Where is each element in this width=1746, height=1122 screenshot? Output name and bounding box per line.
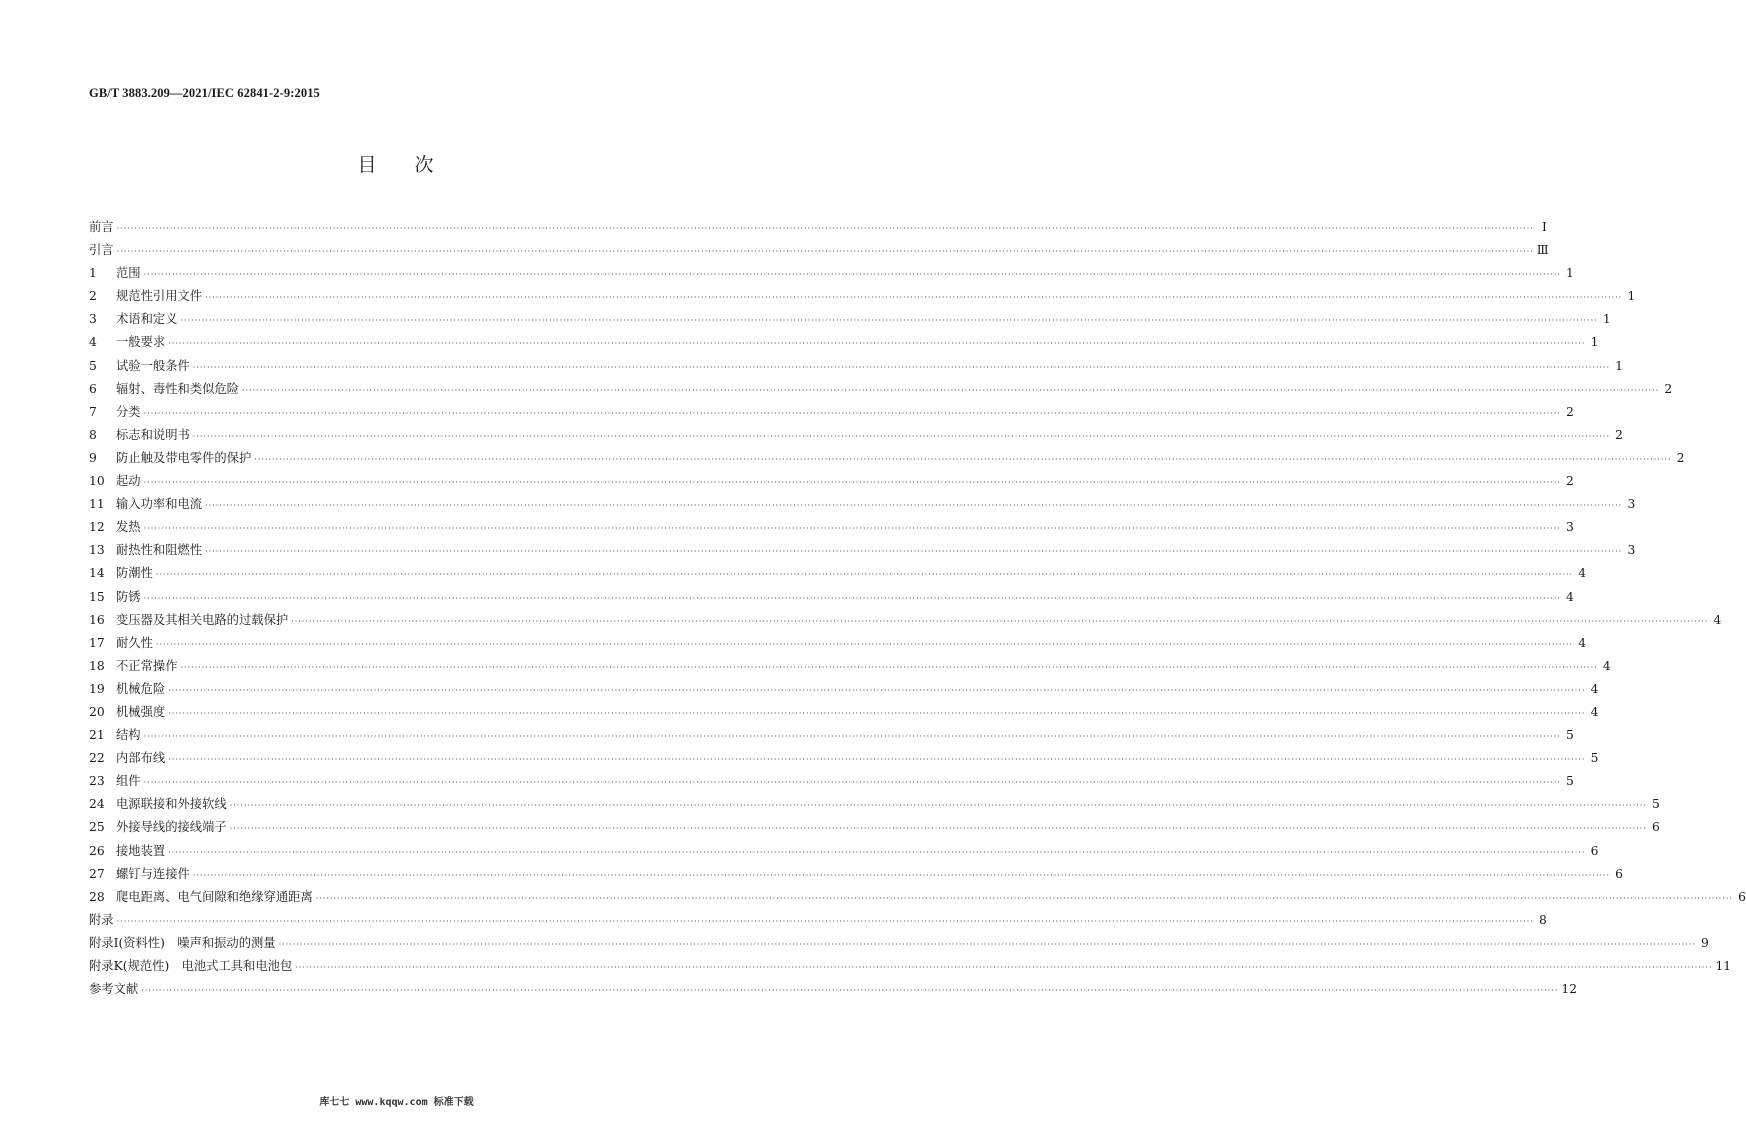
dot-leader: ················································································································································································································································································································································································································	[143, 270, 1561, 280]
toc-entry-page: 1	[1565, 266, 1574, 281]
dot-leader: ················································································································································································································································································································································································································	[116, 247, 1534, 257]
toc-entry-page: 3	[1627, 497, 1636, 512]
dot-leader: ················································································································································································································································································································································································································	[168, 755, 1586, 765]
toc-entry-label: 附录	[89, 912, 114, 927]
toc-entry-label: 变压器及其相关电路的过载保护	[116, 612, 289, 627]
toc-entry-page: Ⅰ	[1541, 220, 1547, 234]
toc-entry-number: 27	[89, 866, 105, 881]
dot-leader: ················································································································································································································································································································································································································	[143, 478, 1561, 488]
toc-entry-number: 2	[89, 289, 97, 304]
toc-entry-page: 5	[1652, 797, 1660, 812]
toc-entry-number: 21	[89, 728, 105, 743]
toc-entry-label: 螺钉与连接件	[116, 866, 190, 881]
toc-entry[interactable]	[89, 216, 1547, 239]
toc-entry-label: 防锈	[116, 589, 141, 604]
toc-entry[interactable]	[89, 401, 1574, 424]
toc-entry-page: 2	[1676, 450, 1685, 465]
toc-entry-page: 12	[1561, 982, 1578, 997]
toc-entry-page: 1	[1590, 335, 1599, 350]
toc-entry-number: 25	[89, 820, 105, 835]
dot-leader: ················································································································································································································································································································································································································	[192, 870, 1610, 880]
toc-entry-page: 6	[1652, 820, 1660, 835]
toc-entry-label: 爬电距离、电气间隙和绝缘穿通距离	[116, 889, 313, 904]
toc-entry-label: 机械强度	[116, 704, 166, 719]
toc-entry-number: 14	[89, 566, 105, 581]
toc-entry-label: 引言	[89, 243, 114, 258]
toc-entry[interactable]	[89, 470, 1574, 493]
page-title	[0, 150, 793, 177]
toc-entry-number: 19	[89, 681, 105, 696]
dot-leader: ················································································································································································································································································································································································································	[155, 570, 1574, 580]
toc-entry-number: 5	[89, 358, 97, 373]
toc-entry-page: 6	[1615, 866, 1623, 881]
dot-leader: ················································································································································································································································································································································································································	[116, 224, 1534, 233]
dot-leader: ················································································································································································································································································································································································································	[205, 293, 1623, 303]
toc-entry-label: 范围	[116, 266, 141, 281]
toc-entry-number: 13	[89, 543, 105, 558]
footer-watermark: 库七七 www.kqqw.com 标准下载	[319, 1097, 474, 1108]
toc-entry-number: 17	[89, 635, 105, 650]
toc-entry-page: 4	[1578, 635, 1587, 650]
toc-entry[interactable]	[89, 747, 1599, 770]
toc-entry-label: 不正常操作	[116, 658, 178, 673]
toc-entry-label: 机械危险	[116, 681, 166, 696]
toc-entry[interactable]	[89, 678, 1599, 701]
dot-leader: ················································································································································································································································································································································································································	[180, 662, 1598, 672]
toc-entry-page: 4	[1590, 681, 1599, 696]
toc-entry-label: 起动	[116, 474, 141, 489]
toc-entry-label: 规范性引用文件	[116, 289, 203, 304]
toc-entry[interactable]	[89, 262, 1574, 285]
toc-entry[interactable]	[89, 586, 1574, 609]
toc-entry-label: 发热	[116, 520, 141, 535]
toc-entry-page: 5	[1565, 774, 1574, 789]
dot-leader: ················································································································································································································································································································································································································	[168, 685, 1586, 695]
toc-entry[interactable]	[89, 863, 1623, 886]
toc-entry-number: 4	[89, 335, 97, 350]
toc-entry-number: 11	[89, 497, 105, 512]
dot-leader: ················································································································································································································································································································································································································	[116, 916, 1534, 926]
toc-entry-number: 15	[89, 589, 105, 604]
toc-entry-page: 1	[1615, 358, 1623, 373]
toc-entry[interactable]	[89, 632, 1587, 655]
dot-leader: ················································································································································································································································································································································································································	[143, 778, 1561, 788]
toc-entry[interactable]	[89, 493, 1636, 516]
toc-entry[interactable]	[89, 331, 1599, 354]
toc-entry-label: 试验一般条件	[116, 358, 190, 373]
toc-entry-label: 附录K(规范性) 电池式工具和电池包	[89, 959, 293, 973]
toc-entry[interactable]	[89, 770, 1574, 793]
toc-entry-label: 前言	[89, 220, 114, 234]
toc-entry[interactable]	[89, 978, 1578, 1001]
toc-entry[interactable]	[89, 886, 1746, 909]
toc-entry-page: 3	[1627, 543, 1636, 558]
toc-entry-page: Ⅲ	[1536, 243, 1549, 258]
dot-leader: ················································································································································································································································································································································································································	[143, 593, 1561, 603]
toc-entry-page: 6	[1590, 843, 1599, 858]
toc-entry[interactable]	[89, 909, 1547, 932]
toc-entry[interactable]	[89, 724, 1574, 747]
dot-leader: ················································································································································································································································································································································································································	[254, 454, 1672, 464]
table-of-contents	[89, 216, 1746, 1001]
toc-entry-page: 4	[1590, 704, 1599, 719]
toc-entry-number: 6	[89, 381, 97, 396]
toc-entry-label: 耐久性	[116, 635, 153, 650]
toc-entry-label: 术语和定义	[116, 312, 178, 327]
toc-entry[interactable]	[89, 562, 1587, 585]
toc-entry[interactable]	[89, 655, 1611, 678]
dot-leader: ················································································································································································································································································································································································································	[205, 547, 1623, 557]
toc-entry-label: 防止触及带电零件的保护	[116, 450, 252, 465]
toc-entry-number: 8	[89, 427, 97, 442]
dot-leader: ················································································································································································································································································································································································································	[180, 316, 1598, 326]
toc-entry-page: 5	[1565, 728, 1574, 743]
toc-entry-label: 一般要求	[116, 335, 166, 350]
dot-leader: ················································································································································································································································································································································································································	[192, 362, 1610, 372]
toc-entry-label: 辐射、毒性和类似危险	[116, 381, 239, 396]
toc-entry[interactable]	[89, 701, 1599, 724]
title-char-2: 次	[414, 154, 436, 176]
toc-entry-page: 5	[1590, 751, 1599, 766]
toc-entry-number: 18	[89, 658, 105, 673]
toc-entry-number: 23	[89, 774, 105, 789]
toc-entry[interactable]	[89, 609, 1722, 632]
toc-entry-label: 外接导线的接线端子	[116, 820, 227, 835]
toc-entry-number: 24	[89, 797, 105, 812]
toc-entry-page: 4	[1602, 658, 1611, 673]
toc-entry-number: 16	[89, 612, 105, 627]
toc-entry[interactable]	[89, 378, 1673, 401]
toc-entry[interactable]	[89, 355, 1623, 378]
toc-entry-number: 28	[89, 889, 105, 904]
toc-entry-label: 耐热性和阻燃性	[116, 543, 203, 558]
toc-entry-label: 防潮性	[116, 566, 153, 581]
toc-entry[interactable]	[89, 239, 1549, 262]
toc-entry-number: 22	[89, 751, 105, 766]
toc-entry[interactable]	[89, 816, 1660, 839]
dot-leader: ················································································································································································································································································································································································································	[168, 339, 1586, 349]
toc-entry-page: 11	[1715, 959, 1732, 973]
toc-entry-page: 1	[1627, 289, 1636, 304]
dot-leader: ················································································································································································································································································································································································································	[143, 732, 1561, 742]
dot-leader: ················································································································································································································································································································································································································	[141, 986, 1559, 996]
toc-entry-page: 8	[1538, 912, 1547, 927]
title-char-1: 目	[357, 154, 379, 176]
dot-leader: ················································································································································································································································································································································································································	[229, 801, 1647, 811]
dot-leader: ················································································································································································································································································································································································································	[295, 963, 1713, 972]
toc-entry-number: 3	[89, 312, 97, 327]
toc-entry-page: 4	[1565, 589, 1574, 604]
toc-entry-label: 分类	[116, 404, 141, 419]
dot-leader: ················································································································································································································································································································································································································	[278, 939, 1696, 949]
toc-entry-number: 10	[89, 474, 105, 489]
dot-leader: ················································································································································································································································································································································································································	[291, 616, 1709, 626]
toc-entry-label: 参考文献	[89, 982, 139, 997]
toc-entry[interactable]	[89, 955, 1732, 978]
toc-entry-number: 26	[89, 843, 105, 858]
toc-entry[interactable]	[89, 447, 1685, 470]
toc-entry-page: 2	[1664, 381, 1673, 396]
toc-entry[interactable]	[89, 793, 1660, 816]
toc-entry[interactable]	[89, 308, 1611, 331]
toc-entry-label: 电源联接和外接软线	[116, 797, 227, 812]
toc-entry-page: 1	[1602, 312, 1611, 327]
toc-entry-number: 7	[89, 404, 97, 419]
dot-leader: ················································································································································································································································································································································································································	[143, 524, 1561, 534]
toc-entry[interactable]	[89, 840, 1599, 863]
toc-entry-page: 6	[1738, 889, 1746, 904]
toc-entry-label: 输入功率和电流	[116, 497, 203, 512]
toc-entry-label: 组件	[116, 774, 141, 789]
dot-leader: ················································································································································································································································································································································································································	[241, 385, 1660, 395]
toc-entry-label: 附录Ⅰ(资料性) 噪声和振动的测量	[89, 935, 276, 950]
toc-entry-page: 4	[1578, 566, 1587, 581]
toc-entry[interactable]	[89, 424, 1623, 447]
toc-entry-label: 内部布线	[116, 751, 166, 766]
toc-entry-number: 1	[89, 266, 97, 281]
dot-leader: ················································································································································································································································································································································································································	[315, 893, 1733, 903]
dot-leader: ················································································································································································································································································································································································································	[192, 431, 1610, 441]
toc-entry[interactable]	[89, 932, 1709, 955]
toc-entry[interactable]	[89, 539, 1636, 562]
toc-entry-number: 9	[89, 450, 97, 465]
toc-entry[interactable]	[89, 285, 1636, 308]
toc-entry-page: 2	[1565, 404, 1574, 419]
toc-entry-number: 12	[89, 520, 105, 535]
toc-entry-label: 结构	[116, 728, 141, 743]
dot-leader: ················································································································································································································································································································································································································	[229, 824, 1647, 834]
toc-entry[interactable]	[89, 516, 1574, 539]
toc-entry-page: 3	[1565, 520, 1574, 535]
toc-entry-page: 9	[1700, 935, 1709, 950]
toc-entry-page: 2	[1615, 427, 1623, 442]
dot-leader: ················································································································································································································································································································································································································	[168, 708, 1586, 718]
toc-entry-label: 标志和说明书	[116, 427, 190, 442]
standard-number: GB/T 3883.209—2021/IEC 62841-2-9:2015	[89, 86, 320, 100]
dot-leader: ················································································································································································································································································································································································································	[168, 847, 1586, 857]
toc-entry-page: 2	[1565, 474, 1574, 489]
toc-entry-label: 接地装置	[116, 843, 166, 858]
toc-entry-page: 4	[1713, 612, 1722, 627]
dot-leader: ················································································································································································································································································································································································································	[155, 639, 1574, 649]
dot-leader: ················································································································································································································································································································································································································	[205, 501, 1623, 511]
dot-leader: ················································································································································································································································································································································································································	[143, 408, 1561, 418]
toc-entry-number: 20	[89, 704, 105, 719]
